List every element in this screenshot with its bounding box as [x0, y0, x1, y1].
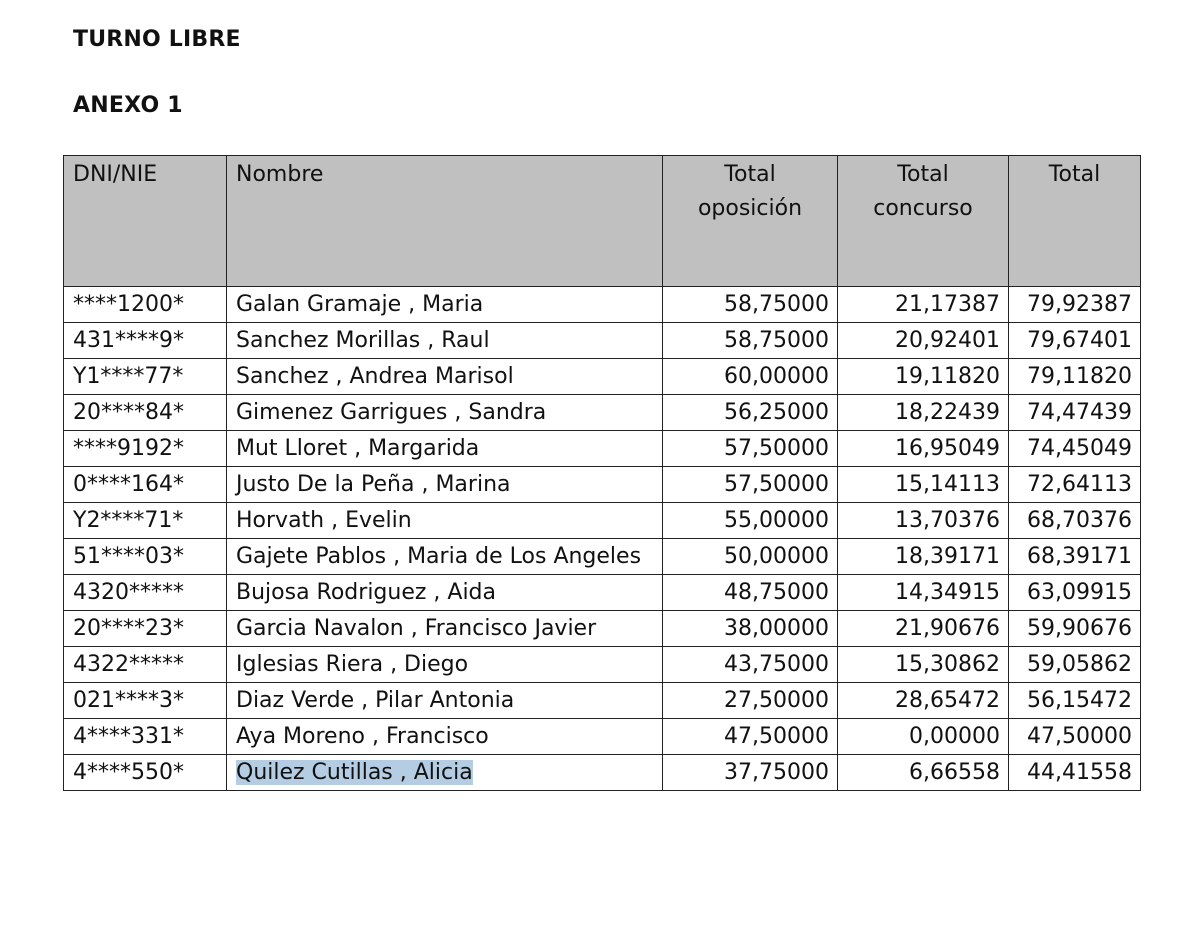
- cell-nombre: Sanchez Morillas , Raul: [227, 323, 663, 359]
- cell-nombre: Galan Gramaje , Maria: [227, 287, 663, 323]
- cell-total-oposicion: 58,75000: [663, 287, 838, 323]
- cell-total-concurso: 18,22439: [838, 395, 1009, 431]
- column-header-nombre: Nombre: [227, 156, 663, 287]
- table-row: [64, 287, 1141, 323]
- cell-dni: 4****331*: [64, 719, 227, 755]
- cell-dni: ****1200*: [64, 287, 227, 323]
- cell-nombre: Diaz Verde , Pilar Antonia: [227, 683, 663, 719]
- cell-total-oposicion: 55,00000: [663, 503, 838, 539]
- table-row: [64, 431, 1141, 467]
- cell-total-concurso: 28,65472: [838, 683, 1009, 719]
- cell-total-concurso: 21,17387: [838, 287, 1009, 323]
- cell-total-concurso: 19,11820: [838, 359, 1009, 395]
- cell-total-concurso: 16,95049: [838, 431, 1009, 467]
- document-title: TURNO LIBRE: [73, 27, 241, 52]
- cell-total: 79,11820: [1009, 359, 1141, 395]
- cell-dni: 021****3*: [64, 683, 227, 719]
- cell-nombre: Aya Moreno , Francisco: [227, 719, 663, 755]
- cell-total-oposicion: 37,75000: [663, 755, 838, 791]
- cell-dni: 20****23*: [64, 611, 227, 647]
- cell-total: 74,47439: [1009, 395, 1141, 431]
- header-row: [64, 156, 1141, 287]
- cell-total: 68,39171: [1009, 539, 1141, 575]
- cell-total-concurso: 14,34915: [838, 575, 1009, 611]
- cell-total-concurso: 21,90676: [838, 611, 1009, 647]
- table-row: [64, 467, 1141, 503]
- column-header-total-oposicion: Total oposición: [663, 156, 838, 287]
- cell-dni: 4322*****: [64, 647, 227, 683]
- cell-total-concurso: 18,39171: [838, 539, 1009, 575]
- cell-dni: 4****550*: [64, 755, 227, 791]
- cell-total-concurso: 15,30862: [838, 647, 1009, 683]
- cell-nombre: Gajete Pablos , Maria de Los Angeles: [227, 539, 663, 575]
- cell-total-concurso: 20,92401: [838, 323, 1009, 359]
- cell-total: 56,15472: [1009, 683, 1141, 719]
- cell-total-oposicion: 57,50000: [663, 467, 838, 503]
- cell-total: 59,05862: [1009, 647, 1141, 683]
- cell-nombre: Iglesias Riera , Diego: [227, 647, 663, 683]
- cell-dni: 0****164*: [64, 467, 227, 503]
- cell-dni: ****9192*: [64, 431, 227, 467]
- table-row: [64, 395, 1141, 431]
- cell-total-oposicion: 60,00000: [663, 359, 838, 395]
- cell-total: 79,67401: [1009, 323, 1141, 359]
- results-table: [63, 155, 1141, 791]
- cell-total-oposicion: 27,50000: [663, 683, 838, 719]
- cell-total-oposicion: 58,75000: [663, 323, 838, 359]
- cell-dni: 431****9*: [64, 323, 227, 359]
- cell-total-concurso: 0,00000: [838, 719, 1009, 755]
- cell-total: 44,41558: [1009, 755, 1141, 791]
- table-row: [64, 611, 1141, 647]
- cell-total-concurso: 13,70376: [838, 503, 1009, 539]
- table-row: [64, 539, 1141, 575]
- table-header: [64, 156, 1141, 287]
- table-row: [64, 647, 1141, 683]
- table-row: [64, 755, 1141, 791]
- cell-total: 47,50000: [1009, 719, 1141, 755]
- cell-nombre: Horvath , Evelin: [227, 503, 663, 539]
- table-row: [64, 719, 1141, 755]
- cell-dni: 51****03*: [64, 539, 227, 575]
- cell-nombre: Bujosa Rodriguez , Aida: [227, 575, 663, 611]
- table-row: [64, 323, 1141, 359]
- cell-dni: Y1****77*: [64, 359, 227, 395]
- column-header-total: Total: [1009, 156, 1141, 287]
- cell-nombre: Gimenez Garrigues , Sandra: [227, 395, 663, 431]
- cell-total: 63,09915: [1009, 575, 1141, 611]
- cell-total-oposicion: 57,50000: [663, 431, 838, 467]
- table-body: [64, 287, 1141, 791]
- cell-total: 68,70376: [1009, 503, 1141, 539]
- column-header-total-concurso: Total concurso: [838, 156, 1009, 287]
- table-row: [64, 575, 1141, 611]
- cell-total: 59,90676: [1009, 611, 1141, 647]
- cell-dni: Y2****71*: [64, 503, 227, 539]
- cell-total: 74,45049: [1009, 431, 1141, 467]
- cell-nombre: Justo De la Peña , Marina: [227, 467, 663, 503]
- cell-dni: 20****84*: [64, 395, 227, 431]
- selected-text[interactable]: Quilez Cutillas , Alicia: [236, 760, 473, 785]
- cell-nombre: Garcia Navalon , Francisco Javier: [227, 611, 663, 647]
- cell-total-oposicion: 43,75000: [663, 647, 838, 683]
- cell-nombre: [227, 755, 663, 791]
- cell-total-concurso: 6,66558: [838, 755, 1009, 791]
- cell-total-oposicion: 38,00000: [663, 611, 838, 647]
- cell-total-oposicion: 56,25000: [663, 395, 838, 431]
- cell-total: 72,64113: [1009, 467, 1141, 503]
- cell-total-oposicion: 48,75000: [663, 575, 838, 611]
- cell-total: 79,92387: [1009, 287, 1141, 323]
- table-row: [64, 683, 1141, 719]
- cell-nombre: Mut Lloret , Margarida: [227, 431, 663, 467]
- cell-total-concurso: 15,14113: [838, 467, 1009, 503]
- column-header-dni: DNI/NIE: [64, 156, 227, 287]
- cell-total-oposicion: 47,50000: [663, 719, 838, 755]
- cell-total-oposicion: 50,00000: [663, 539, 838, 575]
- table-row: [64, 359, 1141, 395]
- table-row: [64, 503, 1141, 539]
- cell-nombre: Sanchez , Andrea Marisol: [227, 359, 663, 395]
- document-subtitle: ANEXO 1: [73, 93, 183, 118]
- cell-dni: 4320*****: [64, 575, 227, 611]
